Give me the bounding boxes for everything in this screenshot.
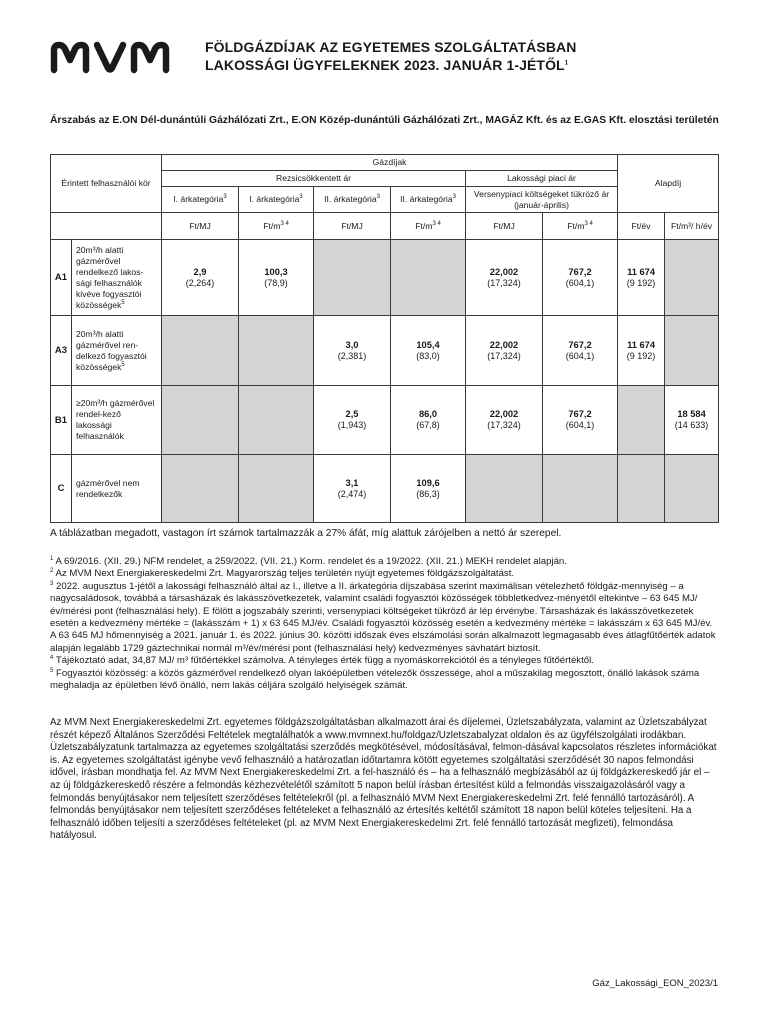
price-cell: 3,0 (2,381): [314, 316, 391, 386]
unit-ft-ev: Ft/év: [618, 213, 665, 240]
row-code: C: [51, 455, 72, 523]
price-cell: 11 674 (9 192): [618, 316, 665, 386]
empty-cell: [239, 455, 314, 523]
document-code: Gáz_Lakossági_EON_2023/1: [592, 978, 718, 989]
footnotes: [50, 556, 720, 692]
title-line-2: LAKOSSÁGI ÜGYFELEKNEK 2023. JANUÁR 1-JÉTŐL$^1$: [205, 57, 569, 73]
empty-cell: [618, 455, 665, 523]
rezsi-header: Rezsicsökkentett ár: [162, 171, 466, 187]
terms-paragraph: Az MVM Next Energiakereskedelmi Zrt. egyetemes földgázszolgáltatásban alkalmazott árai és díjelemei, Üzletszabályzata, valamint az Üzletszabályzat részét képező Általános Szerződési Feltételek megtalálhatók a www.mvmnext.hu/foldgaz/Uzletszabalyzat oldalon és az ügyfélszolgálati irodákban. Üzletszabályzatunk tartalmazza az egyetemes szolgáltatási szerződés megkötésével, módosításával, felmon-dásával kapcsolatos részletes információkat is. Az egyetemes szolgáltatást igénybe vevő felhasználó a határozatlan időtartamra kötött egyetemes szolgáltatási szerződését 30 napos felmondási idővel, írásban mondhatja fel. Az MVM Next Energiakereskedelmi Zrt. a fel-használó és – ha a felhasználó megbízásából az új földgázkereskedő jár el – az új földgázkereskedő részére a felmondás kézhezvételétől számított 5 napon belül írásban értesítést küld a felmondás visszaigazolásáról vagy a felmondás benyújtásakor nem teljesített szerződéses feltételekről (pl. a felhasználó MVM Next Energiakereskedelmi Zrt. felé fennálló tartozásáról). A felmondás benyújtásakor nem teljesített szerződéses feltételeket a felhasználó az értesítés keltétől számított 18 napon belül köteles teljesíteni. Ha a felhasználó időben teljesíti a szerződéses feltételeket (pl. az MVM Next Energiakereskedelmi Zrt. felé fennálló tartozását megfizeti), felmondása hatályosul.: [50, 717, 717, 842]
price-cell: 105,4 (83,0): [391, 316, 466, 386]
page-title: [205, 38, 576, 74]
unit-ft-m3: $Ft/m^{3 4}$: [239, 213, 314, 240]
footnote: $^1$ A 69/2016. (XII. 29.) NFM rendelet, a 259/2022. (VII. 21.) Korm. rendelet és a 19/2022. (XII. 21.) MEKH rendelet alapján.: [50, 555, 567, 567]
price-cell: 2,5 (1,943): [314, 386, 391, 455]
price-table: [50, 154, 719, 523]
empty-cell: [618, 386, 665, 455]
alapdij-header: Alapdíj: [618, 155, 719, 213]
versenypiaci-header: Versenypiaci költségeket tükröző ár (január-április): [466, 187, 618, 213]
pricing-subtitle: Árszabás az E.ON Dél-dunántúli Gázhálózati Zrt., E.ON Közép-dunántúli Gázhálózati Zrt., MAGÁZ Kft. és az E.GAS Kft. elosztási területén: [50, 115, 719, 126]
cat1a-header: I. árkategória$^3$: [162, 187, 239, 213]
table-row: [51, 386, 719, 455]
row-description: 20m³/h alatti gázmérővel ren-delkező fogyasztói közösségek$^5$: [72, 316, 162, 386]
empty-cell: [466, 455, 543, 523]
price-cell: 18 584 (14 633): [665, 386, 719, 455]
table-row: [51, 455, 719, 523]
gazdijak-header: Gázdíjak: [162, 155, 618, 171]
empty-cell: [314, 240, 391, 316]
empty-cell: [665, 240, 719, 316]
vat-note: A táblázatban megadott, vastagon írt számok tartalmazzák a 27% áfát, míg alattuk zárójelben a nettó ár szerepel.: [50, 528, 562, 539]
price-cell: 767,2 (604,1): [543, 386, 618, 455]
unit-ft-m3: $Ft/m^{3 4}$: [391, 213, 466, 240]
row-code: A1: [51, 240, 72, 316]
row-code: A3: [51, 316, 72, 386]
cat2a-header: II. árkategória$^3$: [314, 187, 391, 213]
affected-header: Érintett felhasználói kör: [51, 155, 162, 213]
price-cell: 3,1 (2,474): [314, 455, 391, 523]
unit-ft-mj: Ft/MJ: [314, 213, 391, 240]
footnote: $^2$ Az MVM Next Energiakereskedelmi Zrt. Magyarország teljes területén nyújt egyetemes földgázszolgáltatást.: [50, 568, 515, 580]
empty-cell: [543, 455, 618, 523]
price-cell: 22,002 (17,324): [466, 240, 543, 316]
table-row: [51, 240, 719, 316]
table-row: [51, 316, 719, 386]
mvm-logo: [50, 40, 174, 74]
price-cell: 767,2 (604,1): [543, 316, 618, 386]
unit-ft-m3: $Ft/m^{3 4}$: [543, 213, 618, 240]
footnote: $^4$ Tájékoztató adat, 34,87 MJ/ m³ fűtőértékkel számolva. A tényleges érték függ a nyomáskorrekciótól és a tényleges fűtőértéktől.: [50, 655, 594, 667]
price-cell: 22,002 (17,324): [466, 316, 543, 386]
empty-cell: [239, 386, 314, 455]
price-cell: 11 674 (9 192): [618, 240, 665, 316]
price-cell: 100,3 (78,9): [239, 240, 314, 316]
lakossagi-piaci-header: Lakossági piaci ár: [466, 171, 618, 187]
empty-cell: [391, 240, 466, 316]
empty-cell: [162, 455, 239, 523]
price-cell: 767,2 (604,1): [543, 240, 618, 316]
cat1b-header: I. árkategória$^3$: [239, 187, 314, 213]
price-cell: 2,9 (2,264): [162, 240, 239, 316]
unit-ft-mj: Ft/MJ: [466, 213, 543, 240]
row-description: 20m³/h alatti gázmérővel rendelkező lakos-sági felhasználók kivéve fogyasztói közösségek$^5$: [72, 240, 162, 316]
title-line-1: FÖLDGÁZDÍJAK AZ EGYETEMES SZOLGÁLTATÁSBAN: [205, 39, 577, 55]
footnote: $^3$ 2022. augusztus 1-jétől a lakossági felhasználó által az I., illetve a II. árkategória díjszabása szerint maximálisan vételezhető földgáz-mennyiség – a nagycsaládosok, továbbá a társasházak és lakásszövetkezetek, valamint családi fogyasztói közösségek többletkedvez-ményétől eltekintve – 63 645 MJ/év/mérési pont (felhasználási hely). E fölött a jogszabály szerinti, versenypiaci költségeket tükröző ár lép érvénybe. Társasházak és lakásszövetkezetek esetén a kedvezmény mértéke = (lakásszám + 1) x 63 645 MJ/év. Családi fogyasztói közösség esetén a kedvezmény mértéke = lakásszám x 63 645 MJ/év. A 63 645 MJ hőmennyiség a 2021. január 1. és 2022. június 30. közötti időszak éves elszámolási során alkalmazott legmagasabb éves átlagfűtőérték adatok alapján legalább 1729 gáztechnikai normál m³/év/mérési pont (felhasználási hely) kedvezményes sávhatárt biztosít.: [50, 580, 716, 654]
footnote: $^5$ Fogyasztói közösség: a közös gázmérővel rendelkező olyan lakóépületben vételezők összessége, ahol a műszakilag megosztott, önálló lakások száma meghaladja az épületben lévő önálló, nem lakás céljára szolgáló helyiségek számát.: [50, 667, 700, 692]
unit-blank: [51, 213, 162, 240]
cat2b-header: II. árkategória$^3$: [391, 187, 466, 213]
empty-cell: [665, 316, 719, 386]
row-code: B1: [51, 386, 72, 455]
empty-cell: [239, 316, 314, 386]
price-cell: 22,002 (17,324): [466, 386, 543, 455]
price-cell: 109,6 (86,3): [391, 455, 466, 523]
row-description: gázmérővel nem rendelkezők: [72, 455, 162, 523]
price-cell: 86,0 (67,8): [391, 386, 466, 455]
empty-cell: [162, 316, 239, 386]
row-description: ≥20m³/h gázmérővel rendel-kező lakossági felhasználók: [72, 386, 162, 455]
unit-ft-m3-h-ev: Ft/m³/ h/év: [665, 213, 719, 240]
unit-ft-mj: Ft/MJ: [162, 213, 239, 240]
empty-cell: [162, 386, 239, 455]
empty-cell: [665, 455, 719, 523]
